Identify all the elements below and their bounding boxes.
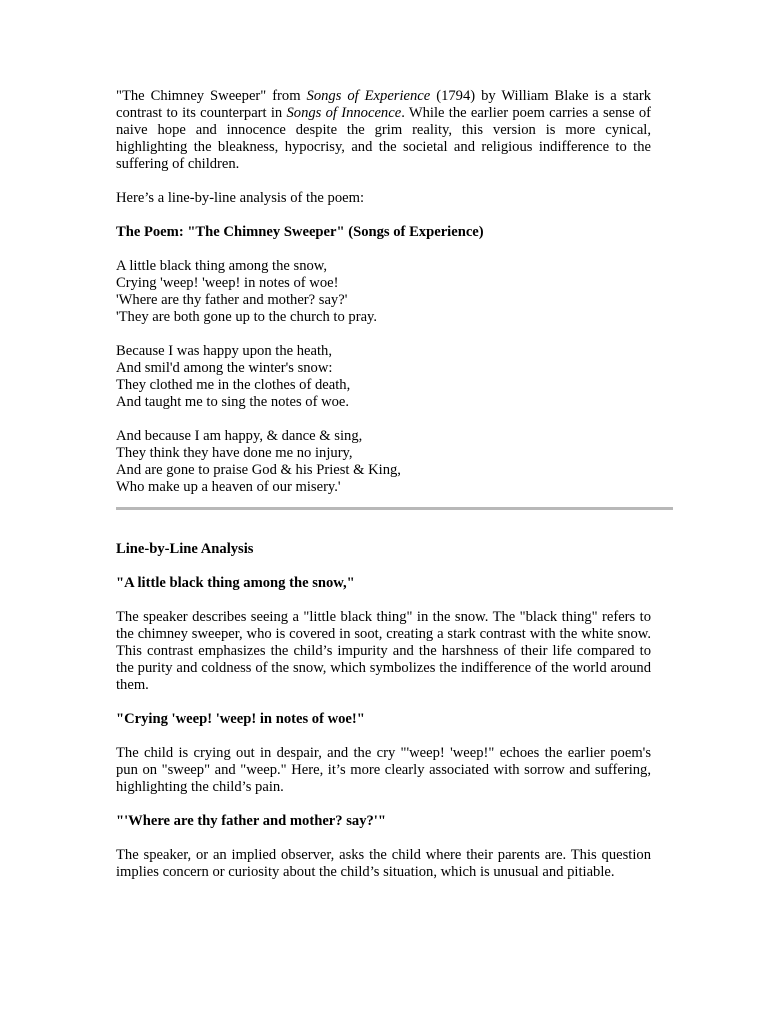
document-upper — [116, 88, 651, 496]
poem-line: And are gone to praise God & his Priest & King, — [116, 462, 401, 478]
analysis-paragraph: The child is crying out in despair, and the cry "'weep! 'weep!" echoes the earlier poem's pun on "sweep" and "weep." Here, it’s more clearly associated with sorrow and suffering, highlighting the child’s pain. — [116, 745, 651, 795]
intro-text-3: . While the earlier poem carries a sense of naive hope and innocence despite the grim reality, this version is more cynical, highlighting the bleakness, hypocrisy, and the societal and religious indifference to the suffering of children. — [116, 105, 651, 172]
intro-paragraph — [116, 88, 651, 173]
intro-lead-in: Here’s a line-by-line analysis of the poem: — [116, 190, 365, 206]
document-analysis — [116, 541, 651, 881]
poem-line: 'Where are thy father and mother? say?' — [116, 292, 348, 308]
horizontal-divider — [116, 507, 673, 510]
analysis-quoted-line: "A little black thing among the snow," — [116, 575, 355, 591]
poem-line: They think they have done me no injury, — [116, 445, 353, 461]
intro-title-innocence: Songs of Innocence — [286, 105, 402, 121]
intro-title-experience: Songs of Experience — [306, 88, 431, 104]
poem-line: 'They are both gone up to the church to pray. — [116, 309, 378, 325]
poem-line: And smil'd among the winter's snow: — [116, 360, 333, 376]
analysis-quoted-line: "'Where are thy father and mother? say?'" — [116, 813, 386, 829]
poem-line: Who make up a heaven of our misery.' — [116, 479, 341, 495]
poem-line: They clothed me in the clothes of death, — [116, 377, 351, 393]
poem-line: And because I am happy, & dance & sing, — [116, 428, 363, 444]
poem-line: Crying 'weep! 'weep! in notes of woe! — [116, 275, 339, 291]
analysis-paragraph: The speaker, or an implied observer, asks the child where their parents are. This question implies concern or curiosity about the child’s situation, which is unusual and pitiable. — [116, 847, 651, 880]
poem-line: And taught me to sing the notes of woe. — [116, 394, 350, 410]
poem-stanza-2 — [116, 343, 651, 411]
poem-line: Because I was happy upon the heath, — [116, 343, 332, 359]
poem-stanza-1 — [116, 258, 651, 326]
intro-text-1: "The Chimney Sweeper" from — [116, 88, 307, 104]
poem-line: A little black thing among the snow, — [116, 258, 328, 274]
intro-text-2: (1794) by William Blake is a stark contrast to its counterpart in — [116, 88, 651, 121]
poem-heading: The Poem: "The Chimney Sweeper" (Songs of Experience) — [116, 224, 484, 240]
analysis-paragraph: The speaker describes seeing a "little black thing" in the snow. The "black thing" refers to the chimney sweeper, who is covered in soot, creating a stark contrast with the white snow. This contrast emphasizes the child’s impurity and the harshness of their life compared to the purity and coldness of the snow, which symbolizes the indifference of the world around them. — [116, 609, 651, 693]
analysis-quoted-line: "Crying 'weep! 'weep! in notes of woe!" — [116, 711, 365, 727]
poem-stanza-3 — [116, 428, 651, 496]
analysis-heading: Line-by-Line Analysis — [116, 541, 254, 557]
